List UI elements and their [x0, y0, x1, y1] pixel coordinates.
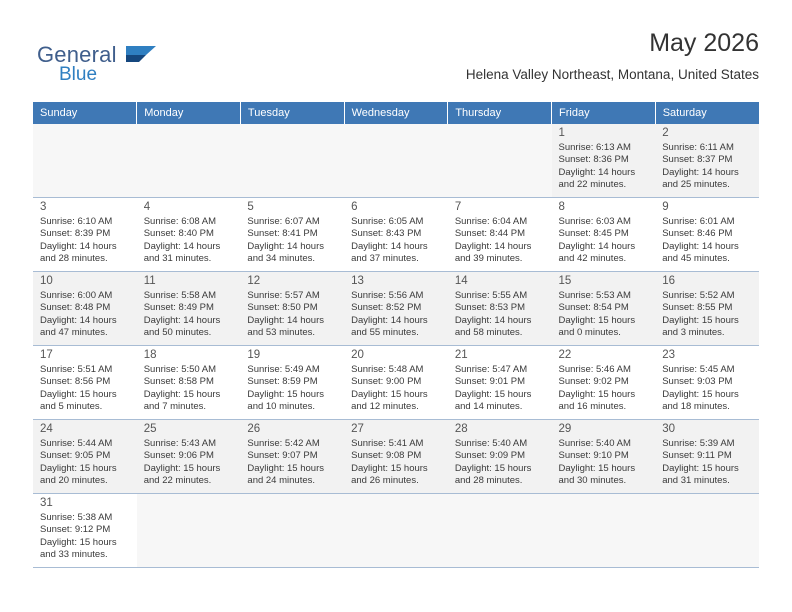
day-detail-line: Daylight: 14 hours	[351, 240, 428, 252]
day-detail-line: Daylight: 15 hours	[40, 388, 117, 400]
day-details	[559, 142, 651, 192]
calendar-day-cell	[344, 346, 448, 420]
day-number: 23	[662, 349, 676, 361]
day-detail-line: and 45 minutes.	[662, 253, 730, 265]
day-details	[40, 364, 132, 414]
day-detail-line: Daylight: 14 hours	[40, 314, 117, 326]
day-detail-line: Daylight: 15 hours	[454, 388, 532, 400]
location-subtitle: Helena Valley Northeast, Montana, United States	[465, 67, 759, 82]
day-number: 11	[143, 275, 156, 287]
calendar-day-cell	[552, 272, 656, 346]
day-detail-line: Sunrise: 6:05 AM	[351, 215, 424, 227]
day-detail-line: Sunset: 8:46 PM	[662, 228, 733, 240]
day-detail-line: Sunrise: 5:56 AM	[351, 289, 424, 301]
day-detail-line: Daylight: 15 hours	[662, 462, 739, 474]
day-detail-line: Daylight: 15 hours	[454, 462, 532, 474]
day-detail-line: Sunrise: 6:10 AM	[40, 215, 113, 227]
day-number: 15	[558, 275, 572, 287]
day-number: 14	[454, 275, 468, 287]
day-detail-line: Sunrise: 5:41 AM	[351, 437, 424, 449]
day-detail-line: Sunset: 9:05 PM	[40, 450, 111, 462]
calendar-day-cell	[448, 124, 552, 198]
day-detail-line: Sunset: 9:03 PM	[662, 376, 733, 388]
calendar-day-cell	[33, 124, 137, 198]
day-detail-line: Daylight: 15 hours	[247, 462, 324, 474]
day-detail-line: Sunrise: 5:57 AM	[247, 289, 320, 301]
day-detail-line: Sunrise: 5:39 AM	[662, 437, 735, 449]
day-details	[351, 290, 443, 340]
day-detail-line: Sunrise: 6:11 AM	[662, 141, 734, 153]
day-detail-line: Sunset: 9:01 PM	[454, 376, 526, 388]
day-details	[662, 216, 754, 266]
calendar-day-cell	[240, 124, 344, 198]
day-detail-line: Sunrise: 5:38 AM	[40, 511, 113, 523]
calendar-day-cell	[448, 420, 552, 494]
day-details	[559, 290, 651, 340]
weekday-header: Tuesday	[240, 102, 344, 124]
day-detail-line: Sunrise: 5:58 AM	[143, 289, 217, 301]
day-detail-line: Daylight: 14 hours	[662, 240, 739, 252]
day-number: 25	[143, 423, 157, 435]
day-detail-line: Sunrise: 5:40 AM	[558, 437, 631, 449]
calendar-week-row	[33, 420, 759, 494]
day-detail-line: Sunrise: 5:49 AM	[247, 363, 320, 375]
day-detail-line: Sunset: 9:10 PM	[558, 450, 629, 462]
day-details	[351, 438, 443, 488]
day-details	[559, 364, 651, 414]
calendar-day-cell	[552, 346, 656, 420]
day-detail-line: Sunset: 8:53 PM	[454, 302, 526, 314]
day-number: 3	[40, 201, 47, 213]
day-detail-line: Sunrise: 5:46 AM	[558, 363, 631, 375]
day-detail-line: Sunrise: 6:00 AM	[40, 289, 113, 301]
weekday-header: Friday	[552, 102, 656, 124]
day-detail-line: Sunset: 8:55 PM	[662, 302, 733, 314]
day-details	[144, 216, 236, 266]
calendar-day-cell	[137, 346, 241, 420]
day-detail-line: Sunrise: 5:40 AM	[454, 437, 528, 449]
day-detail-line: Sunset: 8:48 PM	[40, 302, 111, 314]
calendar-day-cell	[33, 346, 137, 420]
flag-icon	[126, 44, 158, 64]
day-detail-line: Sunset: 9:02 PM	[558, 376, 629, 388]
day-detail-line: Sunrise: 6:01 AM	[662, 215, 735, 227]
day-number: 13	[351, 275, 364, 287]
day-detail-line: Sunset: 9:06 PM	[143, 450, 214, 462]
day-detail-line: and 34 minutes.	[247, 253, 316, 265]
day-detail-line: Daylight: 14 hours	[351, 314, 428, 326]
calendar-day-cell	[655, 272, 759, 346]
day-detail-line: Sunset: 8:50 PM	[247, 302, 318, 314]
day-detail-line: Sunrise: 5:48 AM	[351, 363, 424, 375]
day-detail-line: Daylight: 15 hours	[40, 536, 117, 548]
day-detail-line: Sunrise: 5:51 AM	[40, 363, 113, 375]
day-detail-line: Sunrise: 5:55 AM	[454, 289, 528, 301]
logo	[37, 42, 237, 86]
calendar-day-cell	[33, 198, 137, 272]
day-detail-line: Sunset: 9:11 PM	[662, 450, 732, 462]
day-detail-line: Daylight: 15 hours	[351, 388, 428, 400]
day-detail-line: Sunrise: 6:07 AM	[247, 215, 320, 227]
day-detail-line: Daylight: 15 hours	[558, 314, 636, 326]
day-details	[662, 438, 754, 488]
day-detail-line: Daylight: 14 hours	[40, 240, 117, 252]
day-details	[351, 364, 443, 414]
day-detail-line: Sunrise: 6:03 AM	[558, 215, 631, 227]
day-detail-line: Sunrise: 5:42 AM	[247, 437, 320, 449]
day-number: 26	[247, 423, 261, 435]
day-detail-line: Sunrise: 5:44 AM	[40, 437, 113, 449]
calendar-day-cell	[137, 272, 241, 346]
day-detail-line: Sunrise: 6:08 AM	[143, 215, 217, 227]
weekday-header: Monday	[137, 102, 241, 124]
day-detail-line: and 28 minutes.	[454, 475, 523, 487]
day-number: 4	[143, 201, 151, 213]
day-detail-line: and 18 minutes.	[662, 401, 730, 413]
day-detail-line: and 20 minutes.	[40, 475, 108, 487]
day-details	[40, 438, 132, 488]
day-number: 28	[454, 423, 468, 435]
day-number: 16	[662, 275, 676, 287]
day-detail-line: and 31 minutes.	[662, 475, 730, 487]
day-details	[247, 364, 339, 414]
day-detail-line: Daylight: 14 hours	[143, 240, 221, 252]
day-detail-line: Daylight: 14 hours	[454, 314, 532, 326]
calendar-day-cell	[33, 272, 137, 346]
day-detail-line: and 22 minutes.	[143, 475, 212, 487]
calendar-day-cell	[448, 346, 552, 420]
day-detail-line: and 50 minutes.	[143, 327, 212, 339]
day-detail-line: and 14 minutes.	[454, 401, 523, 413]
day-number: 30	[662, 423, 676, 435]
day-detail-line: and 39 minutes.	[454, 253, 523, 265]
day-detail-line: Sunset: 8:37 PM	[662, 154, 733, 166]
day-detail-line: Sunset: 9:12 PM	[40, 524, 111, 536]
calendar-day-cell	[137, 494, 241, 568]
day-number: 8	[558, 201, 565, 213]
calendar-day-cell	[448, 198, 552, 272]
day-detail-line: Sunset: 8:39 PM	[40, 228, 111, 240]
day-number: 18	[143, 349, 157, 361]
day-details	[144, 364, 236, 414]
calendar-day-cell	[240, 494, 344, 568]
calendar-day-cell	[655, 346, 759, 420]
calendar-day-cell	[552, 198, 656, 272]
day-detail-line: Sunset: 8:56 PM	[40, 376, 111, 388]
day-detail-line: Sunset: 9:07 PM	[247, 450, 318, 462]
day-number: 7	[454, 201, 462, 213]
day-detail-line: and 10 minutes.	[247, 401, 316, 413]
page-header	[33, 28, 759, 90]
day-detail-line: Sunrise: 5:52 AM	[662, 289, 735, 301]
day-details	[40, 216, 132, 266]
day-detail-line: and 37 minutes.	[351, 253, 419, 265]
day-detail-line: Sunrise: 6:13 AM	[558, 141, 631, 153]
day-detail-line: Sunset: 8:43 PM	[351, 228, 422, 240]
day-detail-line: Sunset: 8:41 PM	[247, 228, 318, 240]
day-detail-line: and 26 minutes.	[351, 475, 419, 487]
day-detail-line: Daylight: 14 hours	[662, 166, 739, 178]
calendar-day-cell	[552, 420, 656, 494]
day-detail-line: and 28 minutes.	[40, 253, 108, 265]
day-detail-line: Sunset: 8:45 PM	[558, 228, 629, 240]
day-detail-line: Daylight: 14 hours	[143, 314, 221, 326]
weekday-header: Thursday	[448, 102, 552, 124]
day-detail-line: Sunset: 8:52 PM	[351, 302, 422, 314]
calendar-day-cell	[240, 198, 344, 272]
day-number: 2	[662, 127, 669, 139]
day-detail-line: Daylight: 15 hours	[662, 314, 739, 326]
logo-text-general: General	[37, 42, 117, 67]
calendar-day-cell	[344, 494, 448, 568]
calendar-day-cell	[655, 420, 759, 494]
day-detail-line: and 42 minutes.	[558, 253, 627, 265]
day-detail-line: Daylight: 15 hours	[143, 388, 221, 400]
day-number: 20	[351, 349, 364, 361]
day-detail-line: and 16 minutes.	[558, 401, 627, 413]
day-number: 17	[40, 349, 53, 361]
day-detail-line: and 3 minutes.	[662, 327, 725, 339]
day-number: 22	[558, 349, 572, 361]
calendar-week-row	[33, 124, 759, 198]
day-detail-line: Daylight: 15 hours	[247, 388, 324, 400]
calendar-day-cell	[344, 420, 448, 494]
day-detail-line: Daylight: 14 hours	[454, 240, 532, 252]
day-details	[455, 438, 547, 488]
day-detail-line: and 31 minutes.	[143, 253, 212, 265]
calendar-day-cell	[655, 494, 759, 568]
calendar-day-cell	[344, 124, 448, 198]
calendar-day-cell	[33, 494, 137, 568]
day-detail-line: Daylight: 15 hours	[558, 462, 636, 474]
day-details	[455, 290, 547, 340]
calendar-day-cell	[448, 272, 552, 346]
calendar-day-cell	[137, 124, 241, 198]
day-detail-line: Sunrise: 6:04 AM	[454, 215, 528, 227]
calendar-week-row	[33, 346, 759, 420]
day-detail-line: Sunrise: 5:45 AM	[662, 363, 735, 375]
day-detail-line: and 0 minutes.	[558, 327, 621, 339]
weekday-header-row	[33, 102, 759, 124]
day-details	[144, 290, 236, 340]
day-detail-line: Daylight: 14 hours	[558, 166, 636, 178]
day-detail-line: and 30 minutes.	[558, 475, 627, 487]
day-detail-line: Daylight: 15 hours	[40, 462, 117, 474]
calendar-day-cell	[240, 346, 344, 420]
day-detail-line: and 55 minutes.	[351, 327, 419, 339]
day-number: 29	[558, 423, 572, 435]
day-detail-line: Sunset: 9:08 PM	[351, 450, 422, 462]
calendar-day-cell	[552, 124, 656, 198]
day-details	[144, 438, 236, 488]
day-detail-line: Sunrise: 5:50 AM	[143, 363, 217, 375]
calendar-day-cell	[655, 198, 759, 272]
day-detail-line: Sunset: 9:09 PM	[454, 450, 526, 462]
day-detail-line: and 24 minutes.	[247, 475, 316, 487]
day-details	[662, 364, 754, 414]
day-detail-line: and 58 minutes.	[454, 327, 523, 339]
day-number: 9	[662, 201, 669, 213]
day-detail-line: Daylight: 14 hours	[558, 240, 636, 252]
calendar-day-cell	[655, 124, 759, 198]
day-detail-line: Sunrise: 5:53 AM	[558, 289, 631, 301]
day-details	[455, 216, 547, 266]
calendar-day-cell	[240, 272, 344, 346]
calendar-body	[33, 124, 759, 568]
day-detail-line: Sunset: 8:49 PM	[143, 302, 214, 314]
weekday-header: Sunday	[33, 102, 137, 124]
day-detail-line: Daylight: 15 hours	[143, 462, 221, 474]
day-details	[247, 438, 339, 488]
day-number: 10	[40, 275, 53, 287]
logo-text-blue: Blue	[59, 64, 98, 85]
day-details	[247, 290, 339, 340]
calendar-day-cell	[344, 272, 448, 346]
day-detail-line: Sunset: 8:44 PM	[454, 228, 526, 240]
day-details	[40, 290, 132, 340]
day-detail-line: Sunrise: 5:47 AM	[454, 363, 528, 375]
day-details	[559, 438, 651, 488]
day-detail-line: Sunset: 8:36 PM	[558, 154, 629, 166]
page-title: May 2026	[649, 29, 759, 57]
day-detail-line: and 22 minutes.	[558, 179, 627, 191]
day-details	[455, 364, 547, 414]
day-number: 5	[247, 201, 254, 213]
calendar-day-cell	[448, 494, 552, 568]
calendar-week-row	[33, 272, 759, 346]
day-details	[662, 290, 754, 340]
day-detail-line: Sunrise: 5:43 AM	[143, 437, 217, 449]
day-number: 12	[247, 275, 261, 287]
day-number: 19	[247, 349, 261, 361]
day-number: 24	[40, 423, 53, 435]
weekday-header: Wednesday	[344, 102, 448, 124]
day-detail-line: Sunset: 8:40 PM	[143, 228, 214, 240]
calendar-day-cell	[240, 420, 344, 494]
day-detail-line: and 5 minutes.	[40, 401, 103, 413]
day-detail-line: Daylight: 14 hours	[247, 314, 324, 326]
day-details	[40, 512, 132, 562]
day-detail-line: Sunset: 8:54 PM	[558, 302, 629, 314]
day-detail-line: Daylight: 15 hours	[351, 462, 428, 474]
calendar-day-cell	[137, 420, 241, 494]
calendar-week-row	[33, 198, 759, 272]
calendar-table	[33, 102, 759, 568]
day-detail-line: and 53 minutes.	[247, 327, 316, 339]
day-detail-line: and 33 minutes.	[40, 549, 108, 561]
day-number: 6	[351, 201, 358, 213]
day-detail-line: Sunset: 9:00 PM	[351, 376, 422, 388]
day-details	[559, 216, 651, 266]
calendar-week-row	[33, 494, 759, 568]
day-detail-line: and 12 minutes.	[351, 401, 419, 413]
day-detail-line: and 25 minutes.	[662, 179, 730, 191]
calendar-day-cell	[552, 494, 656, 568]
day-details	[247, 216, 339, 266]
day-number: 27	[351, 423, 364, 435]
calendar-day-cell	[33, 420, 137, 494]
day-detail-line: Daylight: 14 hours	[247, 240, 324, 252]
calendar-day-cell	[137, 198, 241, 272]
day-number: 21	[454, 349, 468, 361]
weekday-header: Saturday	[655, 102, 759, 124]
day-detail-line: Daylight: 15 hours	[558, 388, 636, 400]
day-number: 31	[40, 497, 53, 509]
day-number: 1	[558, 127, 565, 139]
day-detail-line: Sunset: 8:59 PM	[247, 376, 318, 388]
day-detail-line: Sunset: 8:58 PM	[143, 376, 214, 388]
day-detail-line: and 7 minutes.	[143, 401, 207, 413]
calendar-day-cell	[344, 198, 448, 272]
day-details	[351, 216, 443, 266]
day-detail-line: Daylight: 15 hours	[662, 388, 739, 400]
day-detail-line: and 47 minutes.	[40, 327, 108, 339]
day-details	[662, 142, 754, 192]
